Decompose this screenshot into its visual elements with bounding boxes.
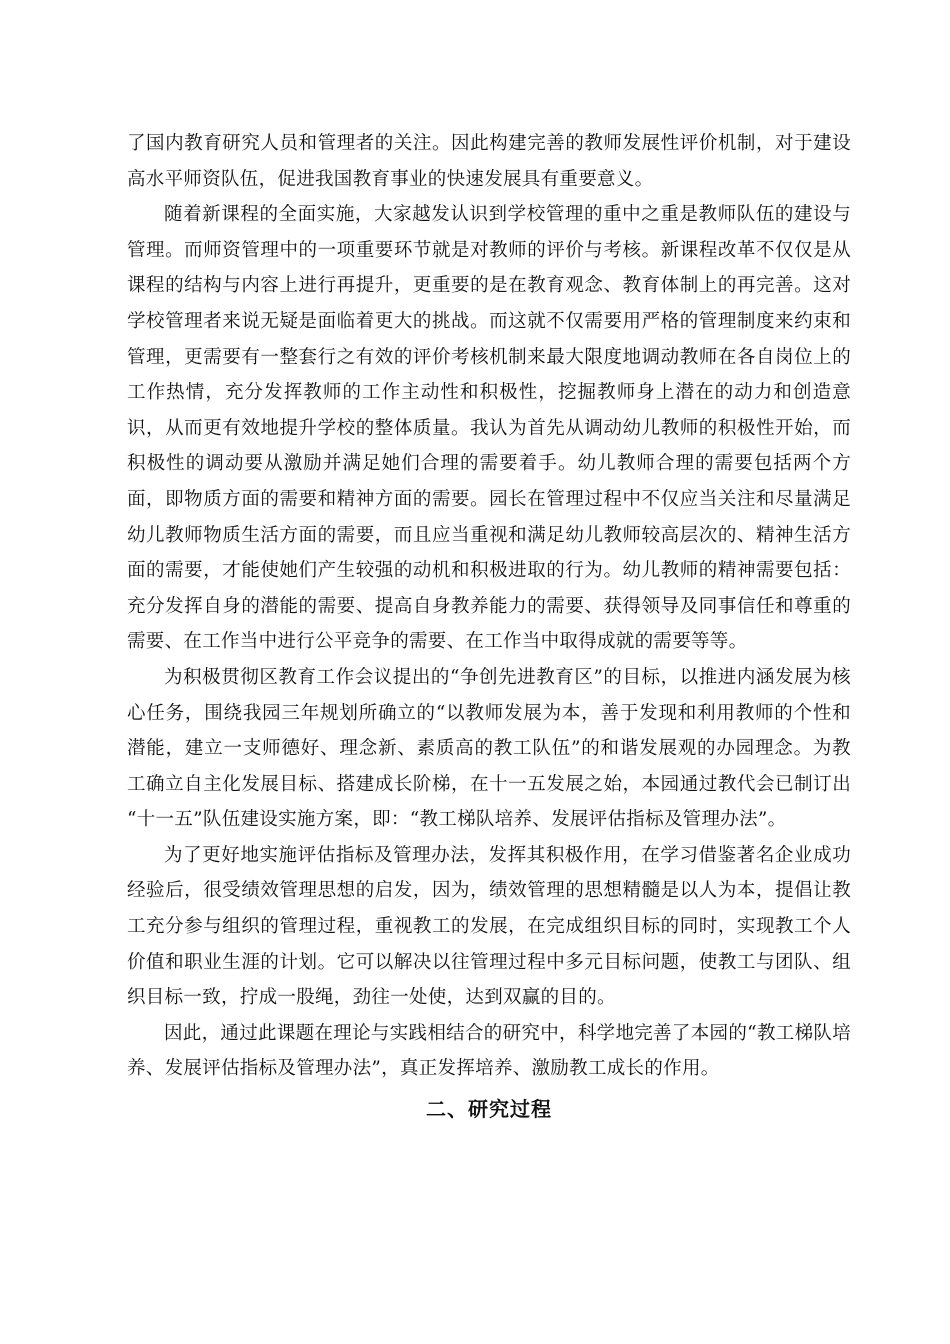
paragraph-district-goal: 为积极贯彻区教育工作会议提出的“争创先进教育区”的目标，以推进内涵发展为核心任务，围绕我园三年规划所确立的“以教师发展为本，善于发现和利用教师的个性和潜能，建立一支师德好、理念新、素质高的教工队伍”的和谐发展观的办园理念。为教工确立自主化发展目标、搭建成长阶梯，在十一五发展之始，本园通过教代会已制订出 “十一五”队伍建设实施方案，即：“教工梯队培养、发展评估指标及管理办法”。 <box>127 666 851 831</box>
paragraph-continuation: 了国内教育研究人员和管理者的关注。因此构建完善的教师发展性评价机制，对于建设高水平师资队伍，促进我国教育事业的快速发展具有重要意义。 <box>127 133 851 190</box>
section-heading-research-process: 二、研究过程 <box>426 1097 552 1122</box>
document-body <box>127 126 851 1129</box>
paragraph-performance-management: 为了更好地实施评估指标及管理办法，发挥其积极作用，在学习借鉴著名企业成功经验后，很受绩效管理思想的启发，因为，绩效管理的思想精髓是以人为本，提倡让教工充分参与组织的管理过程，重视教工的发展，在完成组织目标的同时，实现教工个人价值和职业生涯的计划。它可以解决以往管理过程中多元目标问题，使教工与团队、组织目标一致，拧成一股绳，劲往一处使，达到双赢的目的。 <box>127 844 851 1009</box>
paragraph-new-curriculum: 随着新课程的全面实施，大家越发认识到学校管理的重中之重是教师队伍的建设与管理。而师资管理中的一项重要环节就是对教师的评价与考核。新课程改革不仅仅是从课程的结构与内容上进行再提升，更重要的是在教育观念、教育体制上的再完善。这对学校管理者来说无疑是面临着更大的挑战。而这就不仅需要用严格的管理制度来约束和管理，更需要有一整套行之有效的评价考核机制来最大限度地调动教师在各自岗位上的工作热情，充分发挥教师的工作主动性和积极性，挖掘教师身上潜在的动力和创造意识，从而更有效地提升学校的整体质量。我认为首先从调动幼儿教师的积极性开始，而积极性的调动要从激励并满足她们合理的需要着手。幼儿教师合理的需要包括两个方面，即物质方面的需要和精神方面的需要。园长在管理过程中不仅应当关注和尽量满足幼儿教师物质生活方面的需要，而且应当重视和满足幼儿教师较高层次的、精神生活方面的需要，才能使她们产生较强的动机和积极进取的行为。幼儿教师的精神需要包括：充分发挥自身的潜能的需要、提高自身教养能力的需要、获得领导及同事信任和尊重的需要、在工作当中进行公平竞争的需要、在工作当中取得成就的需要等等。 <box>127 204 851 653</box>
paragraph-conclusion: 因此，通过此课题在理论与实践相结合的研究中，科学地完善了本园的“教工梯队培养、发展评估指标及管理办法”，真正发挥培养、激励教工成长的作用。 <box>127 1022 851 1080</box>
